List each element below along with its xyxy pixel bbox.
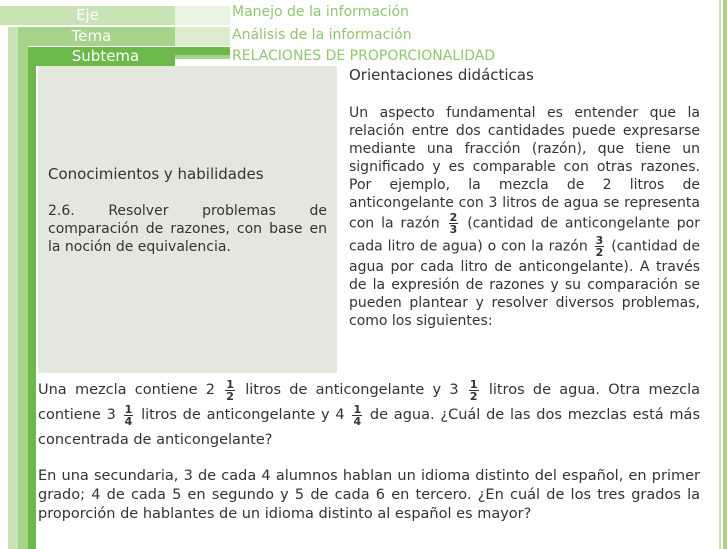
fraction-one-half-b: $\frac{1}{2}$ [469,377,478,403]
knowledge-panel [38,66,337,373]
header-line-tema [175,27,230,46]
orientaciones-text [349,104,700,330]
fraction-three-halves: $\frac{3}{2}$ [595,234,604,259]
fraction-two-thirds: $\frac{2}{3}$ [449,211,458,236]
tema-value: Análisis de la información [232,27,412,43]
side-stripe-outer [8,27,18,549]
orientaciones-text-a: Un aspecto fundamental es entender que la relación entre dos cantidades puede expresarse mediante una fracción (razón), que tiene un significado y es comparable con otras razones. Por ejemplo, la mezcla de 2 litros de anticongelante con 3 litros de agua se representa con la razón [349,105,700,232]
subtema-value: RELACIONES DE PROPORCIONALIDAD [232,48,496,64]
right-border-line [719,0,721,549]
eje-value: Manejo de la información [232,4,409,20]
orientaciones-text-c: (cantidad de agua por cada litro de anticongelante). A través de la expresión de razones y su comparación se pueden plantear y resolver diversos problemas, como los siguientes: [349,238,701,329]
side-stripe-mid [18,27,28,549]
fraction-one-quarter-b: $\frac{1}{4}$ [353,402,362,428]
tema-label: Tema [71,27,112,45]
right-border-line-2 [723,0,727,549]
problem-2: En una secundaria, 3 de cada 4 alumnos hablan un idioma distinto del español, en primer grado; 4 de cada 5 en segundo y 5 de cada 6 en tercero. ¿En cuál de los tres grados la proporción de hablantes de un idioma distinto al español es mayor? [38,468,700,522]
eje-label: Eje [76,6,99,24]
fraction-one-quarter-a: $\frac{1}{4}$ [124,402,133,428]
header-line-subtema [175,47,230,55]
header-line-subtema-thin [175,55,230,59]
fraction-one-half-a: $\frac{1}{2}$ [226,377,234,403]
orientaciones-title: Orientaciones didácticas [349,66,534,84]
header-line-eje [175,6,230,25]
knowledge-title: Conocimientos y habilidades [48,165,264,183]
side-stripe-inner [28,47,36,549]
knowledge-text: 2.6. Resolver problemas de comparación de razones, con base en la noción de equivalencia. [48,203,327,255]
orientaciones-text-b: (cantidad de anticongelante por cada litro de agua) o con la razón [349,215,700,255]
problem-1: Una mezcla contiene 2 $\frac{1}{2}$ litros de anticongelante y 3 $\frac{1}{2}$ litros de agua. Otra mezcla contiene 3 $\frac{1}{4}$ litros de anticongelante y 4 $\frac{1}{4}$ de agua. ¿Cuál de las dos mezclas está más concentrada de anticongelante? [38,377,701,448]
subtema-label: Subtema [71,47,140,65]
